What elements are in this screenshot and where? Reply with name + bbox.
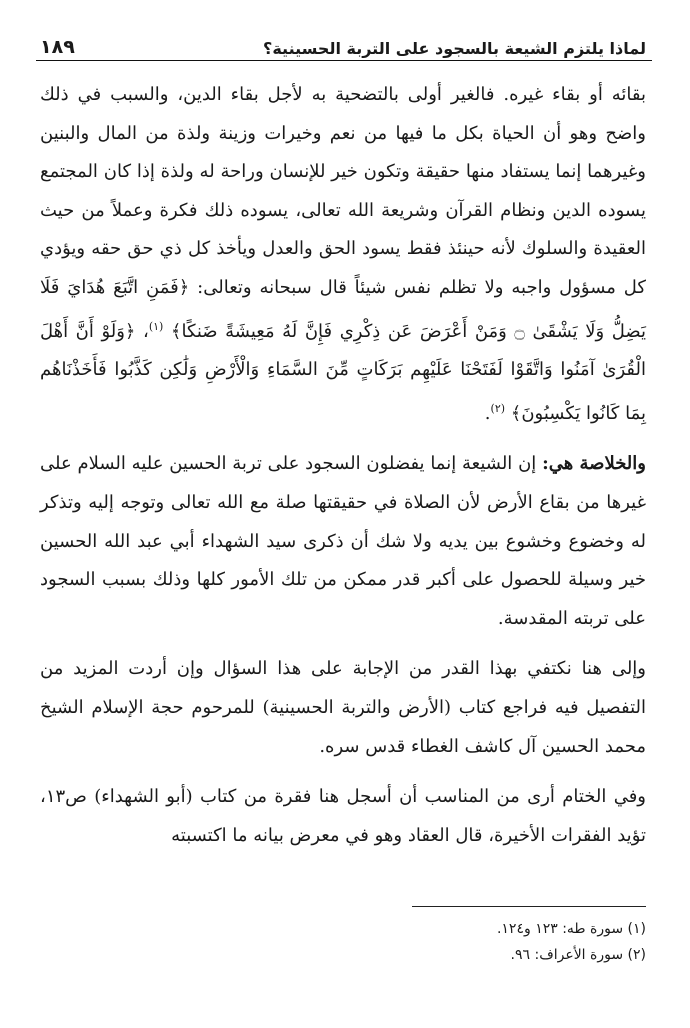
paragraph-2	[40, 445, 646, 638]
footnote-ref-2: (٢)	[490, 401, 506, 415]
footnote-1: (١) سورة طه: ١٢٣ و١٢٤.	[496, 921, 646, 937]
paragraph-4	[40, 778, 646, 855]
page-number: ١٨٩	[40, 36, 75, 58]
paragraph-1	[40, 76, 646, 433]
paragraph-text: وفي الختام أرى من المناسب أن أسجل هنا فقرة من كتاب (أبو الشهداء) ص١٣، تؤيد الفقرات الأخيرة، قال العقاد وهو في معرض بيانه ما اكتسبته	[40, 786, 646, 846]
paragraph-text: إن الشيعة إنما يفضلون السجود على تربة الحسين عليه السلام على غيرها من بقاع الأرض لأن الصلاة في حقيقتها صلة مع الله تعالى وتوجه إليه وتذكر له وخضوع وخشوع بين يديه ولا شك أن ذكرى سيد الشهداء أبي عبد الله الحسين خير وسيلة للحصول على أكبر قدر ممكن من تلك الأمور كلها وذلك بسبب السجود على تربته المقدسة.	[40, 453, 646, 629]
paragraph-text: بقائه أو بقاء غيره. فالغير أولى بالتضحية به لأجل بقاء الدين، والسبب في ذلك واضح وهو أن الحياة بكل ما فيها من نعم وخيرات وزينة ولذة من المال والبنين وغيرهما إنما يستفاد منها حقيقة وتكون خير للإنسان وراحة له ولذة إذا كان المجتمع يسوده الدين ونظام القرآن وشريعة الله تعالى، يسوده ذلك فكرة وعملاً من حيث العقيدة والسلوك لأنه حينئذ فقط يسود الحق والعدل ويأخذ كل ذي حق حقه ويؤدي كل مسؤول واجبه ولا تظلم نفس شيئاً قال سبحانه وتعالى:	[40, 84, 646, 298]
footnote-divider	[412, 906, 646, 907]
verse-joiner: ،	[135, 320, 149, 342]
paragraph-3	[40, 650, 646, 766]
footnote-2: (٢) سورة الأعراف: ٩٦.	[510, 947, 646, 963]
paragraph-end: .	[484, 402, 491, 424]
header-divider	[36, 60, 652, 61]
conclusion-lead: والخلاصة هي:	[542, 453, 646, 475]
footnote-ref-1: (١)	[148, 319, 164, 333]
page-header	[40, 30, 646, 58]
quran-verse-taha: ﴿فَمَنِ اتَّبَعَ هُدَايَ فَلَا يَضِلُّ وَلَا يَشْقَىٰ ۝ وَمَنْ أَعْرَضَ عَن ذِكْرِي فَإِنَّ لَهُ مَعِيشَةً ضَنكًا﴾	[40, 276, 646, 342]
quran-verse-araf: ﴿وَلَوْ أَنَّ أَهْلَ الْقُرَىٰ آمَنُوا وَاتَّقَوْا لَفَتَحْنَا عَلَيْهِم بَرَكَاتٍ مِّنَ السَّمَاءِ وَالْأَرْضِ وَلَٰكِن كَذَّبُوا فَأَخَذْنَاهُم بِمَا كَانُوا يَكْسِبُونَ﴾	[40, 320, 646, 424]
running-title: لماذا يلتزم الشيعة بالسجود على التربة الحسينية؟	[263, 39, 646, 58]
footnotes	[246, 916, 646, 968]
main-text	[40, 76, 646, 855]
paragraph-text: وإلى هنا نكتفي بهذا القدر من الإجابة على هذا السؤال وإن أردت المزيد من التفصيل فيه فراجع كتاب (الأرض والتربة الحسينية) للمرحوم حجة الإسلام الشيخ محمد الحسين آل كاشف الغطاء قدس سره.	[40, 658, 646, 757]
